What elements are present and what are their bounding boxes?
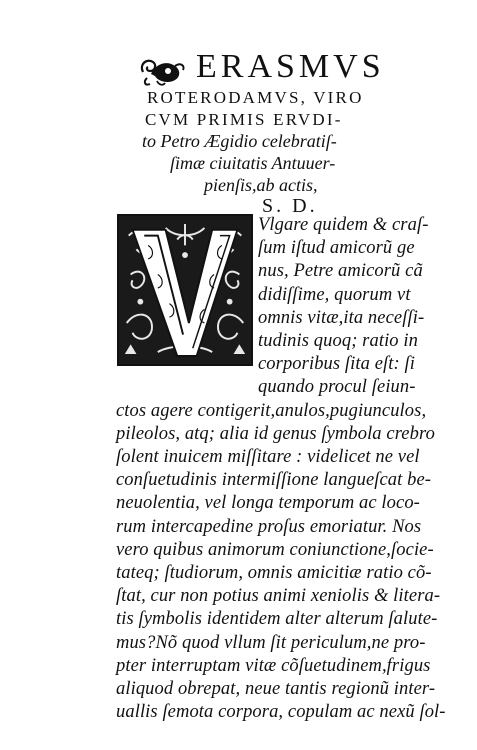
body-line: quando procul ſeiun-	[258, 377, 416, 398]
body-line: nus, Petre amicorũ cã	[258, 261, 423, 282]
body-line: tis ſymbolis identidem alter alterum ſalute-	[116, 609, 438, 630]
heading-line-5: ſimæ ciuitatis Antuuer-	[170, 153, 336, 173]
drop-capital-ornament-icon	[119, 216, 251, 364]
heading-line-3: CVM PRIMIS ERVDI-	[145, 110, 343, 129]
body-line: uallis ſemota corpora, copulam ac nexũ ſol-	[116, 702, 446, 723]
body-line: rum intercapedine proſus emoriatur. Nos	[116, 516, 422, 537]
body-line: ſtat, cur non potius animi xeniolis & litera-	[116, 586, 441, 607]
body-line: mus?Nõ quod vllum ſit periculum,ne pro-	[116, 632, 426, 653]
body-line: neuolentia, vel longa temporum ac loco-	[116, 493, 420, 514]
heading-line-4: to Petro Ægidio celebratiſ-	[142, 131, 337, 151]
body-line: tateq; ſtudiorum, omnis amicitiæ ratio cõ-	[116, 563, 432, 583]
heading-line-6: pienſis,ab actis,	[204, 175, 318, 195]
body-line: tudinis quoq; ratio in	[258, 331, 418, 351]
page-title: ERASMVS	[196, 48, 385, 85]
body-line: conſuetudinis intermiſſione langueſcat be-	[116, 470, 432, 491]
salutation: S. D.	[262, 195, 318, 217]
body-line: corporibus ſita eſt: ſi	[258, 354, 415, 375]
body-line: Vlgare quidem & craſ-	[258, 215, 429, 235]
body-line: pileolos, atq; alia id genus ſymbola crebro	[116, 423, 435, 444]
body-line: pter interruptam vitæ cõſuetudinem,frigus	[116, 655, 431, 676]
body-line: omnis vitæ,ita neceſſi-	[258, 307, 425, 328]
body-line: ſum iſtud amicorũ ge	[258, 238, 415, 259]
body-line: vero quibus animorum coniunctione,ſocie-	[116, 539, 434, 560]
heading-line-2: ROTERODAMVS, VIRO	[147, 88, 364, 107]
body-line: ctos agere contigerit,anulos,pugiunculos,	[116, 400, 427, 421]
body-line: ſolent inuicem miſſitare : videlicet ne vel	[116, 447, 420, 467]
body-line: didiſſime, quorum vt	[258, 284, 411, 305]
fleuron-ornament-icon	[137, 54, 187, 88]
drop-capital-v	[117, 214, 253, 366]
body-line: aliquod obrepat, neue tantis regionũ inter-	[116, 679, 436, 699]
